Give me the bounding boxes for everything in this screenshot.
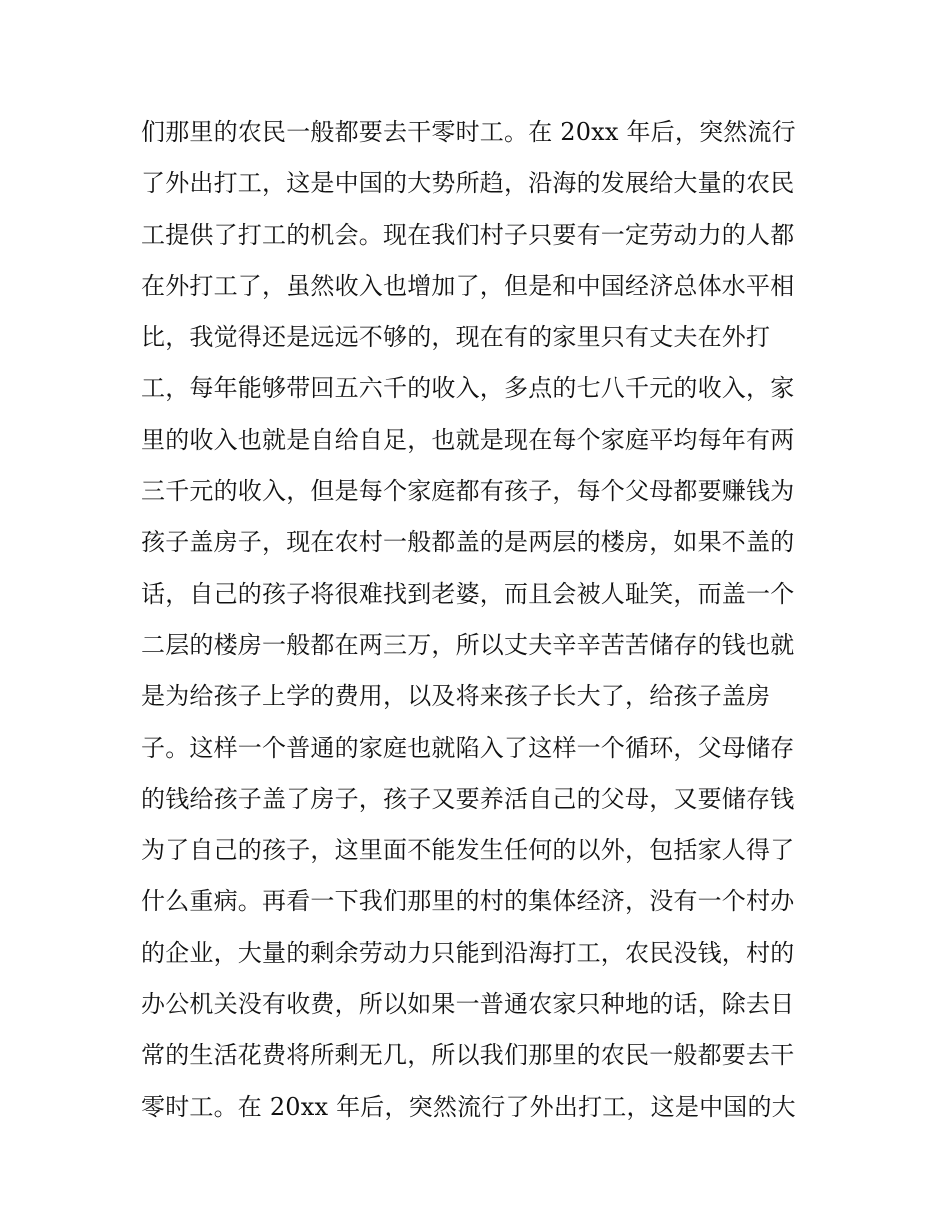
text-line: 是为给孩子上学的费用，以及将来孩子长大了，给孩子盖房 [141,682,771,711]
text-line: 的钱给孩子盖了房子，孩子又要养活自己的父母，又要储存钱 [141,784,795,813]
body-paragraph [141,107,821,1133]
text-line: 什么重病。再看一下我们那里的村的集体经济，没有一个村办 [141,887,795,916]
text-line: 零时工。在 20xx 年后，突然流行了外出打工，这是中国的大 [141,1092,796,1121]
text-line: 孩子盖房子，现在农村一般都盖的是两层的楼房，如果不盖的 [141,528,795,557]
text-line: 二层的楼房一般都在两三万，所以丈夫辛辛苦苦储存的钱也就 [141,630,795,659]
text-line: 在外打工了，虽然收入也增加了，但是和中国经济总体水平相 [141,271,795,300]
text-line: 办公机关没有收费，所以如果一普通农家只种地的话，除去日 [141,990,795,1019]
text-line: 子。这样一个普通的家庭也就陷入了这样一个循环，父母储存 [141,733,795,762]
text-line: 为了自己的孩子，这里面不能发生任何的以外，包括家人得了 [141,836,795,865]
text-line: 工，每年能够带回五六千的收入，多点的七八千元的收入，家 [141,374,795,403]
text-line: 工提供了打工的机会。现在我们村子只要有一定劳动力的人都 [141,220,795,249]
text-line: 三千元的收入，但是每个家庭都有孩子，每个父母都要赚钱为 [141,477,795,506]
text-line: 的企业，大量的剩余劳动力只能到沿海打工，农民没钱，村的 [141,938,795,967]
text-line: 比，我觉得还是远远不够的，现在有的家里只有丈夫在外打 [141,323,771,352]
text-line: 常的生活花费将所剩无几，所以我们那里的农民一般都要去干 [141,1041,795,1070]
text-line: 了外出打工，这是中国的大势所趋，沿海的发展给大量的农民 [141,169,795,198]
text-line: 话，自己的孩子将很难找到老婆，而且会被人耻笑，而盖一个 [141,579,795,608]
text-line: 里的收入也就是自给自足，也就是现在每个家庭平均每年有两 [141,425,795,454]
text-line: 们那里的农民一般都要去干零时工。在 20xx 年后，突然流行 [141,118,796,146]
